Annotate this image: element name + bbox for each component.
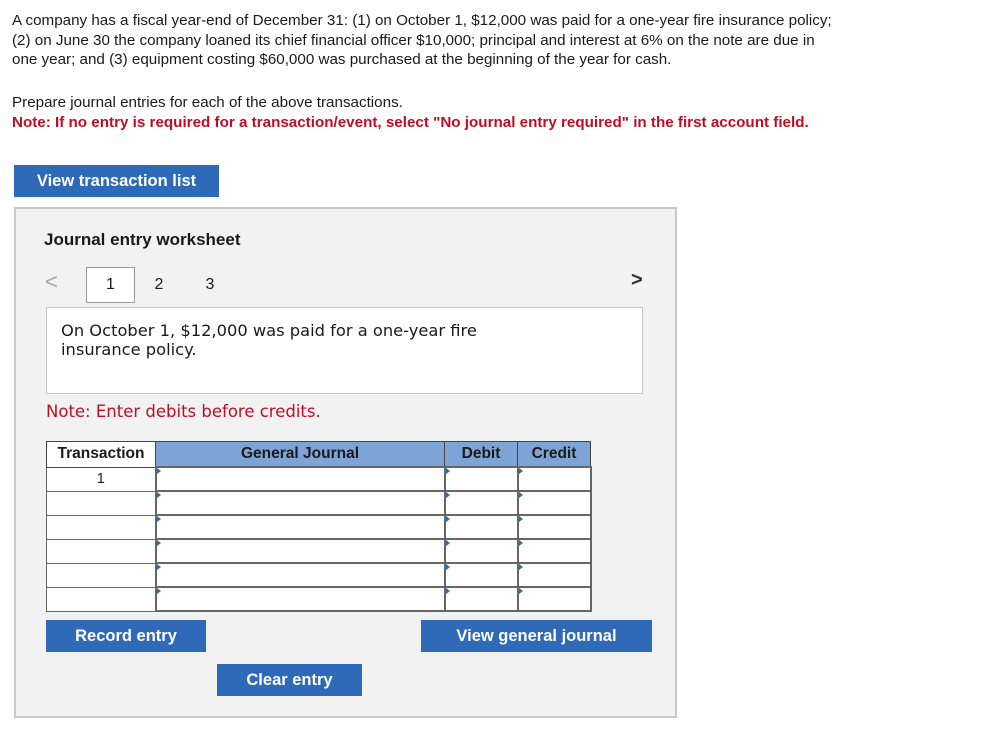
view-transaction-list-button[interactable]: View transaction list: [14, 165, 219, 197]
page-tab-3[interactable]: 3: [205, 276, 215, 293]
account-field[interactable]: [156, 515, 445, 539]
header-debit: Debit: [445, 442, 518, 468]
problem-statement: [12, 11, 967, 70]
table-row: [47, 563, 591, 587]
account-field[interactable]: [156, 491, 445, 515]
table-row: [47, 539, 591, 563]
journal-entry-worksheet: [14, 207, 677, 718]
table-row: [47, 587, 591, 611]
clear-entry-button[interactable]: Clear entry: [217, 664, 362, 696]
table-row: [47, 467, 591, 491]
journal-header-row: [47, 442, 591, 468]
problem-line-1: A company has a fiscal year-end of December 31: (1) on October 1, $12,000 was paid for a one-year fire insurance policy;: [12, 12, 832, 29]
previous-chevron-icon[interactable]: <: [45, 269, 58, 294]
debits-before-credits-note: Note: Enter debits before credits.: [46, 402, 321, 421]
account-field[interactable]: [156, 563, 445, 587]
transaction-cell: [47, 587, 156, 611]
credit-field[interactable]: [518, 563, 591, 587]
account-field[interactable]: [156, 539, 445, 563]
credit-field[interactable]: [518, 539, 591, 563]
problem-line-2: (2) on June 30 the company loaned its chief financial officer $10,000; principal and interest at 6% on the note are due in: [12, 31, 815, 49]
debit-field[interactable]: [445, 491, 518, 515]
view-general-journal-button[interactable]: View general journal: [421, 620, 652, 652]
credit-field[interactable]: [518, 467, 591, 491]
transaction-cell: [47, 491, 156, 515]
transaction-cell: [47, 563, 156, 587]
transaction-cell: [47, 515, 156, 539]
credit-field[interactable]: [518, 515, 591, 539]
instruction-text: Prepare journal entries for each of the above transactions.: [12, 94, 403, 111]
transaction-description: [46, 307, 643, 394]
journal-table: [46, 441, 592, 612]
account-field[interactable]: [156, 467, 445, 491]
debit-field[interactable]: [445, 515, 518, 539]
page-tab-2[interactable]: 2: [154, 276, 164, 293]
table-row: [47, 491, 591, 515]
description-line-1: On October 1, $12,000 was paid for a one-year fire: [61, 321, 477, 340]
transaction-cell: 1: [47, 467, 156, 491]
header-credit: Credit: [518, 442, 591, 468]
debit-field[interactable]: [445, 587, 518, 611]
header-general-journal: General Journal: [156, 442, 445, 468]
debit-field[interactable]: [445, 563, 518, 587]
credit-field[interactable]: [518, 587, 591, 611]
no-entry-note: Note: If no entry is required for a transaction/event, select "No journal entry required" in the first account field.: [12, 114, 809, 131]
debit-field[interactable]: [445, 467, 518, 491]
transaction-pager: [16, 267, 675, 307]
problem-line-3: one year; and (3) equipment costing $60,000 was purchased at the beginning of the year for cash.: [12, 51, 672, 69]
worksheet-title: Journal entry worksheet: [44, 230, 241, 249]
account-field[interactable]: [156, 587, 445, 611]
table-row: [47, 515, 591, 539]
header-transaction: Transaction: [47, 442, 156, 468]
description-line-2: insurance policy.: [61, 340, 197, 359]
page-tab-1[interactable]: 1: [86, 267, 135, 303]
debit-field[interactable]: [445, 539, 518, 563]
transaction-cell: [47, 539, 156, 563]
next-chevron-icon[interactable]: >: [631, 269, 643, 291]
record-entry-button[interactable]: Record entry: [46, 620, 206, 652]
credit-field[interactable]: [518, 491, 591, 515]
